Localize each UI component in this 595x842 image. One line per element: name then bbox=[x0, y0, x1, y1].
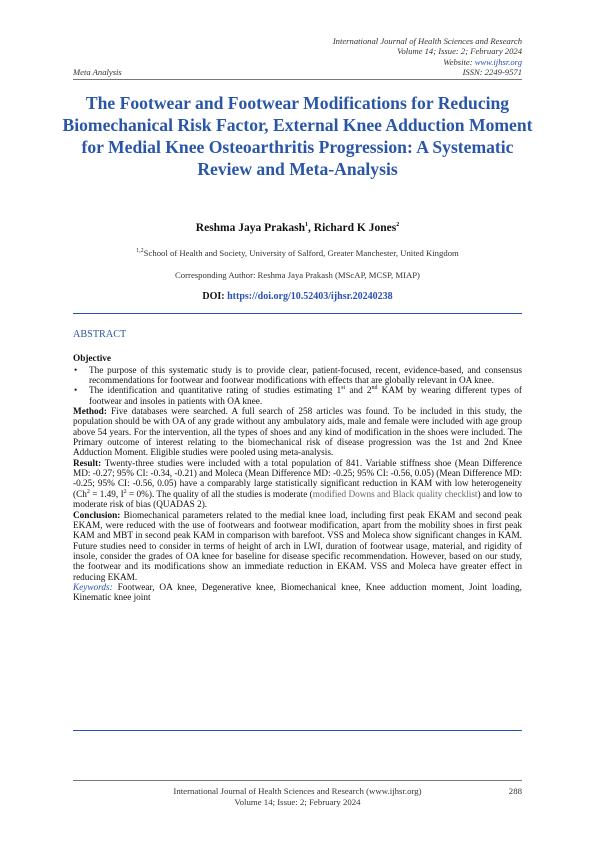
bullet-icon: • bbox=[74, 386, 78, 397]
header-divider bbox=[73, 79, 522, 80]
author-1: Reshma Jaya Prakash bbox=[195, 222, 306, 234]
footer-journal: International Journal of Health Sciences and Research (www.ijhsr.org) bbox=[173, 786, 422, 796]
page-footer bbox=[0, 786, 595, 808]
affiliation: $^{1,2}$School of Health and Society, University of Salford, Greater Manchester, United Kingdom bbox=[136, 248, 459, 258]
author-list: Reshma Jaya Prakash$^1$, Richard K Jones$^2$ bbox=[195, 222, 400, 234]
abstract bbox=[73, 330, 522, 604]
footer-divider bbox=[73, 780, 522, 781]
conclusion-paragraph: Conclusion: Biomechanical parameters related to the medial knee load, including first peak EKAM and second peak EKAM, were reduced with the use of footwears and footwear modification, apart from the mobility shoes in first peak KAM and MBT in second peak KAM in comparison with barefoot. VSS and Moleca show significant changes in KAM. Future studies need to consider in terms of height of arch in LWI, duration of footwear usage, material, and rigidity of insole, consider the grades of OA knee for baseline for disease specific recommendation. However, based on our study, the footwear and its modifications show an immediate reduction in EKAM. VSS and Moleca have greater effect in reducing EKAM. bbox=[73, 510, 522, 583]
author-2: Richard K Jones bbox=[313, 222, 397, 234]
objective-label: Objective bbox=[73, 354, 112, 365]
checklist-reference: modified Downs and Black quality checklist bbox=[312, 489, 478, 500]
abstract-top-divider bbox=[73, 313, 522, 314]
journal-volume: Volume 14; Issue: 2; February 2024 bbox=[397, 46, 522, 57]
doi: DOI: https://doi.org/10.52403/ijhsr.20240238 bbox=[202, 291, 393, 302]
journal-header bbox=[222, 36, 522, 78]
objective-list bbox=[73, 366, 522, 407]
bullet-icon: • bbox=[74, 365, 78, 376]
paper-title: The Footwear and Footwear Modifications for Reducing Biomechanical Risk Factor, External Knee Adduction Moment for Medial Knee Osteoarthritis Progression: A Systematic Review and Meta-Analysis bbox=[62, 93, 533, 179]
result-paragraph: Result: Twenty-three studies were included with a total population of 841. Variable stiffness shoe (Mean Difference MD: -0.27; 95% CI: -0.34, -0.21) and Moleca (Mean Difference MD: -0.25; 95% CI: -0.56, 0.05) (Mean Difference MD: -0.25; 95% CI: -0.56, 0.05) have a comparably large statistically significant reduction in KAM with low heterogeneity ($Ch^2 = 1.49$, $I^2 = 0\%$). The quality of all the studies is moderate (modified Downs and Black quality checklist) and low to moderate risk of bias (QUADAS 2). bbox=[73, 458, 522, 511]
doi-link[interactable]: https://doi.org/10.52403/ijhsr.20240238 bbox=[227, 291, 393, 302]
objective-item: • The identification and quantitative rating of studies estimating 1st and 2nd KAM by wearing different types of footwear and insoles in patients with OA knee. bbox=[74, 385, 522, 407]
abstract-heading: ABSTRACT bbox=[73, 329, 127, 340]
article-type: Meta Analysis bbox=[73, 67, 122, 77]
website-link[interactable]: www.ijhsr.org bbox=[474, 56, 522, 67]
method-paragraph: Method: Five databases were searched. A full search of 258 articles was found. To be included in this study, the population should be with OA of any grade without any ambulatory aids, male and female were included with age group above 54 years. For the intervention, all the types of shoes and any kind of modification in the shoes were included. The Primary outcome of interest relating to the biomechanical risk of disease progression was the 1st and 2nd Knee Adduction Moment. Eligible studies were pooled using meta-analysis. bbox=[73, 407, 522, 459]
keywords: Keywords: Footwear, OA knee, Degenerative knee, Biomechanical knee, Knee adduction moment, Joint loading, Kinematic knee joint bbox=[73, 582, 522, 604]
objective-item: • The purpose of this systematic study is to provide clear, patient-focused, recent, evidence-based, and consensus recommendations for footwear and footwear modifications with effects that are globally relevant in OA knee. bbox=[74, 365, 522, 387]
footer-volume: Volume 14; Issue: 2; February 2024 bbox=[234, 797, 361, 807]
page-number: 288 bbox=[508, 786, 522, 796]
journal-website: Website: www.ijhsr.org bbox=[443, 56, 522, 67]
abstract-bottom-divider bbox=[73, 730, 522, 731]
journal-issn: ISSN: 2249-9571 bbox=[462, 67, 522, 78]
corresponding-author: Corresponding Author: Reshma Jaya Prakash (MScAP, MCSP, MIAP) bbox=[175, 270, 420, 280]
journal-name: International Journal of Health Sciences and Research bbox=[332, 36, 522, 46]
